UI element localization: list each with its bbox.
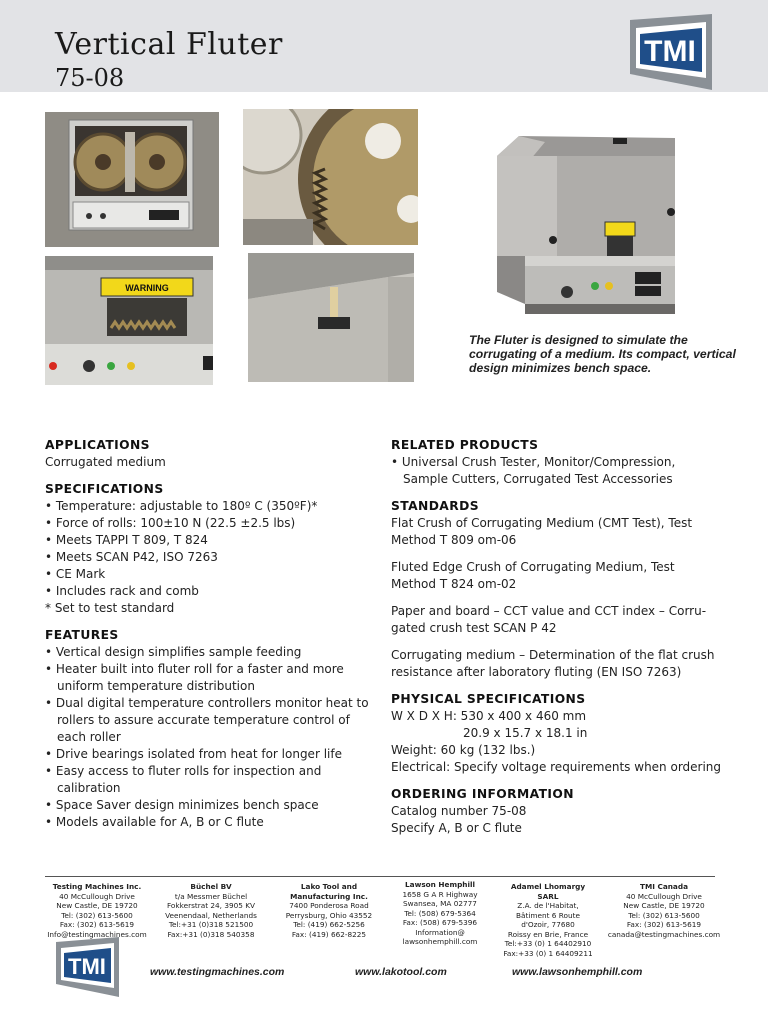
contact-name: Adamel Lhomargy bbox=[510, 882, 586, 891]
contact-line: Fokkerstrat 24, 3905 KV bbox=[167, 901, 255, 910]
logo-text: TMI bbox=[644, 35, 696, 68]
contact-line: 7400 Ponderosa Road bbox=[289, 901, 369, 910]
spec-line: • Force of rolls: 100±10 N (22.5 ±2.5 lbs) bbox=[45, 516, 296, 530]
contact-line: Tel:+31 (0)318 521500 bbox=[168, 920, 254, 929]
contact-name: Büchel BV bbox=[190, 882, 232, 891]
physical-line: 20.9 x 15.7 x 18.1 in bbox=[463, 726, 588, 740]
spec-line: • Temperature: adjustable to 180º C (350ºF)* bbox=[45, 499, 318, 513]
photo-comb bbox=[248, 253, 414, 382]
features-heading: FEATURES bbox=[45, 628, 119, 642]
link-lawsonhemphill[interactable]: www.lawsonhemphill.com bbox=[512, 966, 643, 978]
feature-line: • Models available for A, B or C flute bbox=[45, 815, 264, 829]
footer-divider bbox=[45, 876, 715, 877]
applications-heading: APPLICATIONS bbox=[45, 438, 150, 452]
feature-line: calibration bbox=[57, 781, 121, 795]
contact-buchel bbox=[156, 882, 266, 939]
physical-specs-heading: PHYSICAL SPECIFICATIONS bbox=[391, 692, 586, 706]
feature-line: • Easy access to fluter rolls for inspection and bbox=[45, 764, 322, 778]
footer-logo-text: TMI bbox=[68, 954, 106, 979]
model-number: 75-08 bbox=[55, 64, 125, 92]
ordering-line: Specify A, B or C flute bbox=[391, 821, 522, 835]
tmi-logo bbox=[626, 14, 714, 94]
contact-line: Fax: (302) 613-5619 bbox=[626, 920, 702, 929]
contact-line: Tel: (508) 679-5364 bbox=[404, 908, 476, 918]
spec-line: * Set to test standard bbox=[45, 601, 175, 615]
contact-email[interactable]: lawsonhemphill.com bbox=[402, 937, 478, 946]
contact-line: Fax: (508) 679-5396 bbox=[402, 918, 478, 927]
contact-line: Fax:+31 (0)318 540358 bbox=[167, 929, 255, 939]
spec-line: • Includes rack and comb bbox=[45, 584, 199, 598]
contact-line: New Castle, DE 19720 bbox=[623, 901, 705, 910]
spec-line: • CE Mark bbox=[45, 567, 106, 581]
contact-line: Information@ bbox=[415, 927, 465, 937]
link-testingmachines[interactable]: www.testingmachines.com bbox=[150, 966, 285, 978]
feature-line: uniform temperature distribution bbox=[57, 679, 255, 693]
link-lakotool[interactable]: www.lakotool.com bbox=[355, 966, 447, 978]
feature-line: • Dual digital temperature controllers monitor heat to bbox=[45, 696, 369, 710]
physical-line: W X D X H: 530 x 400 x 460 mm bbox=[391, 709, 587, 723]
right-column bbox=[391, 437, 731, 837]
contact-line: Tel: (419) 662-5256 bbox=[293, 920, 365, 929]
ordering-line: Catalog number 75-08 bbox=[391, 804, 527, 818]
standard-line: Corrugating medium – Determination of the flat crush bbox=[391, 648, 715, 662]
contact-name: Manufacturing Inc. bbox=[290, 891, 368, 901]
product-caption: The Fluter is designed to simulate the corrugating of a medium. Its compact, vertical design minimizes bench space. bbox=[469, 333, 736, 375]
applications-line: Corrugated medium bbox=[45, 455, 166, 469]
contact-line: Veenendaal, Netherlands bbox=[165, 910, 257, 920]
contact-line: Tel: (302) 613-5600 bbox=[61, 910, 133, 920]
contact-line: New Castle, DE 19720 bbox=[56, 901, 138, 910]
contact-line: Tel:+33 (0) 1 64402910 bbox=[504, 939, 592, 948]
photo-fluter-rolls bbox=[45, 112, 219, 247]
contact-lawson-hemphill bbox=[388, 880, 492, 947]
feature-line: rollers to assure accurate temperature control of bbox=[57, 713, 350, 727]
contact-line: Perrysburg, Ohio 43552 bbox=[285, 910, 373, 920]
contact-email[interactable]: canada@testingmachines.com bbox=[607, 929, 721, 939]
specifications-heading: SPECIFICATIONS bbox=[45, 482, 164, 496]
standard-line: Flat Crush of Corrugating Medium (CMT Test), Test bbox=[391, 516, 693, 530]
ordering-heading: ORDERING INFORMATION bbox=[391, 787, 574, 801]
contact-name: TMI Canada bbox=[639, 882, 689, 891]
standard-line: Paper and board – CCT value and CCT index – Corru- bbox=[391, 604, 707, 618]
contact-lako-tool bbox=[273, 882, 385, 939]
photo-warning-label bbox=[45, 256, 213, 385]
standard-line: gated crush test SCAN P 42 bbox=[391, 621, 557, 635]
contact-line: Fax:+33 (0) 1 64409211 bbox=[503, 948, 593, 958]
footer-tmi-logo bbox=[53, 937, 121, 1001]
contact-line: Roissy en Brie, France bbox=[507, 929, 589, 939]
spec-line: • Meets TAPPI T 809, T 824 bbox=[45, 533, 208, 547]
feature-line: each roller bbox=[57, 730, 121, 744]
contact-name: Testing Machines Inc. bbox=[52, 882, 142, 891]
standard-line: resistance after laboratory fluting (EN ISO 7263) bbox=[391, 665, 682, 679]
contact-line: 40 McCullough Drive bbox=[59, 891, 135, 901]
feature-line: • Drive bearings isolated from heat for longer life bbox=[45, 747, 342, 761]
contact-tmi-canada bbox=[604, 882, 724, 939]
contact-line: 40 McCullough Drive bbox=[626, 891, 702, 901]
contact-line: d'Ozoir, 77680 bbox=[521, 920, 575, 929]
related-products-heading: RELATED PRODUCTS bbox=[391, 438, 539, 452]
standards-heading: STANDARDS bbox=[391, 499, 479, 513]
feature-line: • Vertical design simplifies sample feeding bbox=[45, 645, 302, 659]
contact-name: Lako Tool and bbox=[300, 882, 358, 891]
contact-line: Fax: (302) 613-5619 bbox=[59, 920, 135, 929]
contact-name: SARL bbox=[537, 891, 559, 901]
standard-line: Method T 809 om-06 bbox=[391, 533, 517, 547]
contact-line: Tel: (302) 613-5600 bbox=[628, 910, 700, 920]
photo-fluter-gear bbox=[243, 109, 418, 245]
related-line: Sample Cutters, Corrugated Test Accessories bbox=[403, 472, 673, 486]
physical-line: Electrical: Specify voltage requirements when ordering bbox=[391, 760, 722, 774]
standard-line: Method T 824 om-02 bbox=[391, 577, 517, 591]
contact-line: Bâtiment 6 Route bbox=[516, 910, 580, 920]
physical-line: Weight: 60 kg (132 lbs.) bbox=[391, 743, 536, 757]
contact-line: Swansea, MA 02777 bbox=[403, 899, 477, 908]
contact-adamel-lhomargy bbox=[496, 882, 600, 958]
feature-line: • Space Saver design minimizes bench space bbox=[45, 798, 319, 812]
contact-line: Z.A. de l'Habitat, bbox=[517, 901, 579, 910]
standard-line: Fluted Edge Crush of Corrugating Medium, Test bbox=[391, 560, 675, 574]
contact-line: t/a Messmer Büchel bbox=[174, 891, 248, 901]
spec-line: • Meets SCAN P42, ISO 7263 bbox=[45, 550, 218, 564]
page-title: Vertical Fluter bbox=[55, 27, 283, 62]
feature-line: • Heater built into fluter roll for a faster and more bbox=[45, 662, 344, 676]
contact-line: Fax: (419) 662-8225 bbox=[291, 929, 367, 939]
contact-name: Lawson Hemphill bbox=[405, 880, 475, 889]
warning-text: WARNING bbox=[125, 283, 169, 293]
contact-email[interactable]: Info@testingmachines.com bbox=[47, 929, 147, 939]
left-column bbox=[45, 437, 380, 831]
contact-line: 1658 G A R Highway bbox=[402, 889, 478, 899]
contact-testing-machines bbox=[40, 882, 154, 939]
photo-fluter-unit bbox=[495, 132, 685, 319]
related-line: • Universal Crush Tester, Monitor/Compression, bbox=[391, 455, 676, 469]
